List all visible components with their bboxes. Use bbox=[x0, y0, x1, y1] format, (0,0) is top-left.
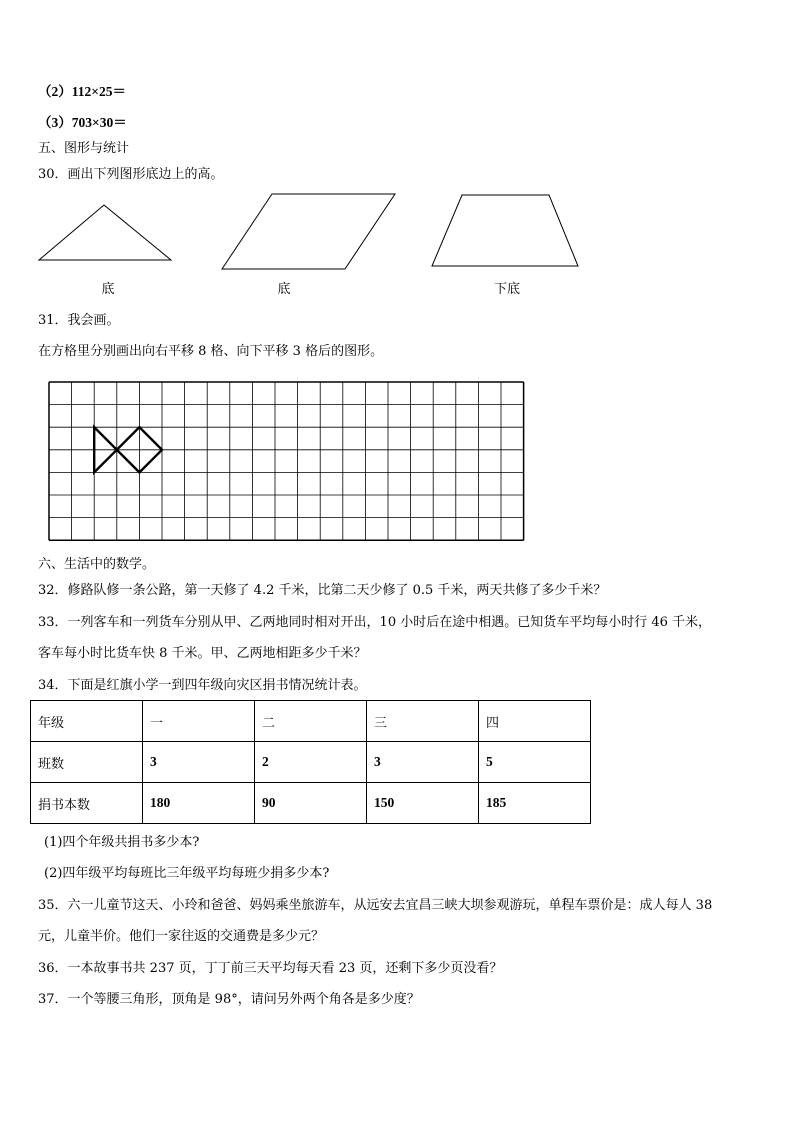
section-6-title: 六、生活中的数学。 bbox=[38, 557, 156, 572]
table-cell: 180 bbox=[143, 783, 255, 824]
table-row bbox=[31, 742, 591, 783]
question-31: 31．我会画。 bbox=[38, 313, 120, 328]
parallelogram-figure bbox=[221, 193, 396, 271]
table-cell: 90 bbox=[255, 783, 367, 824]
table-cell: 5 bbox=[479, 742, 591, 783]
section-5-title: 五、图形与统计 bbox=[38, 141, 130, 156]
calc-q3: （3）703×30＝ bbox=[38, 115, 127, 130]
translation-grid bbox=[48, 381, 528, 543]
table-cell: 年级 bbox=[31, 701, 143, 742]
parallelogram-shape bbox=[222, 194, 395, 269]
triangle-base-label: 底 bbox=[101, 282, 115, 297]
table-cell: 班数 bbox=[31, 742, 143, 783]
question-35-line1: 35．六一儿童节这天、小玲和爸爸、妈妈乘坐旅游车，从远安去宜昌三峡大坝参观游玩，单程车票价是：成人每人 38 bbox=[38, 898, 713, 913]
question-35-line2: 元，儿童半价。他们一家往返的交通费是多少元？ bbox=[38, 929, 325, 944]
donation-table bbox=[30, 700, 591, 824]
table-cell: 捐书本数 bbox=[31, 783, 143, 824]
question-33-line1: 33．一列客车和一列货车分别从甲、乙两地同时相对开出，10 小时后在途中相遇。已知货车平均每小时行 46 千米， bbox=[38, 615, 712, 630]
table-cell: 3 bbox=[367, 742, 479, 783]
table-cell: 2 bbox=[255, 742, 367, 783]
question-34: 34．下面是红旗小学一到四年级向灾区捐书情况统计表。 bbox=[38, 678, 367, 693]
calc-q2: （2）112×25＝ bbox=[38, 84, 126, 99]
table-row bbox=[31, 783, 591, 824]
triangle-shape bbox=[39, 205, 171, 260]
table-cell: 一 bbox=[143, 701, 255, 742]
table-cell: 185 bbox=[479, 783, 591, 824]
question-32: 32．修路队修一条公路，第一天修了 4.2 千米，比第二天少修了 0.5 千米，两天共修了多少千米？ bbox=[38, 583, 607, 598]
table-cell: 150 bbox=[367, 783, 479, 824]
trapezoid-shape bbox=[432, 195, 578, 266]
table-cell: 四 bbox=[479, 701, 591, 742]
table-cell: 二 bbox=[255, 701, 367, 742]
question-34-sub2: (2)四年级平均每班比三年级平均每班少捐多少本? bbox=[44, 866, 330, 881]
question-34-sub1: (1)四个年级共捐书多少本? bbox=[44, 835, 200, 850]
parallelogram-base-label: 底 bbox=[277, 282, 291, 297]
triangle-figure bbox=[38, 204, 172, 262]
question-30: 30．画出下列图形底边上的高。 bbox=[38, 167, 224, 182]
table-row bbox=[31, 701, 591, 742]
table-cell: 三 bbox=[367, 701, 479, 742]
question-31-instruction: 在方格里分别画出向右平移 8 格、向下平移 3 格后的图形。 bbox=[38, 344, 384, 359]
question-33-line2: 客车每小时比货车快 8 千米。甲、乙两地相距多少千米？ bbox=[38, 646, 367, 661]
question-37: 37．一个等腰三角形，顶角是 98°，请问另外两个角各是多少度？ bbox=[38, 992, 420, 1007]
trapezoid-base-label: 下底 bbox=[493, 282, 520, 297]
table-cell: 3 bbox=[143, 742, 255, 783]
trapezoid-figure bbox=[431, 194, 580, 268]
question-36: 36．一本故事书共 237 页，丁丁前三天平均每天看 23 页，还剩下多少页没看？ bbox=[38, 961, 503, 976]
